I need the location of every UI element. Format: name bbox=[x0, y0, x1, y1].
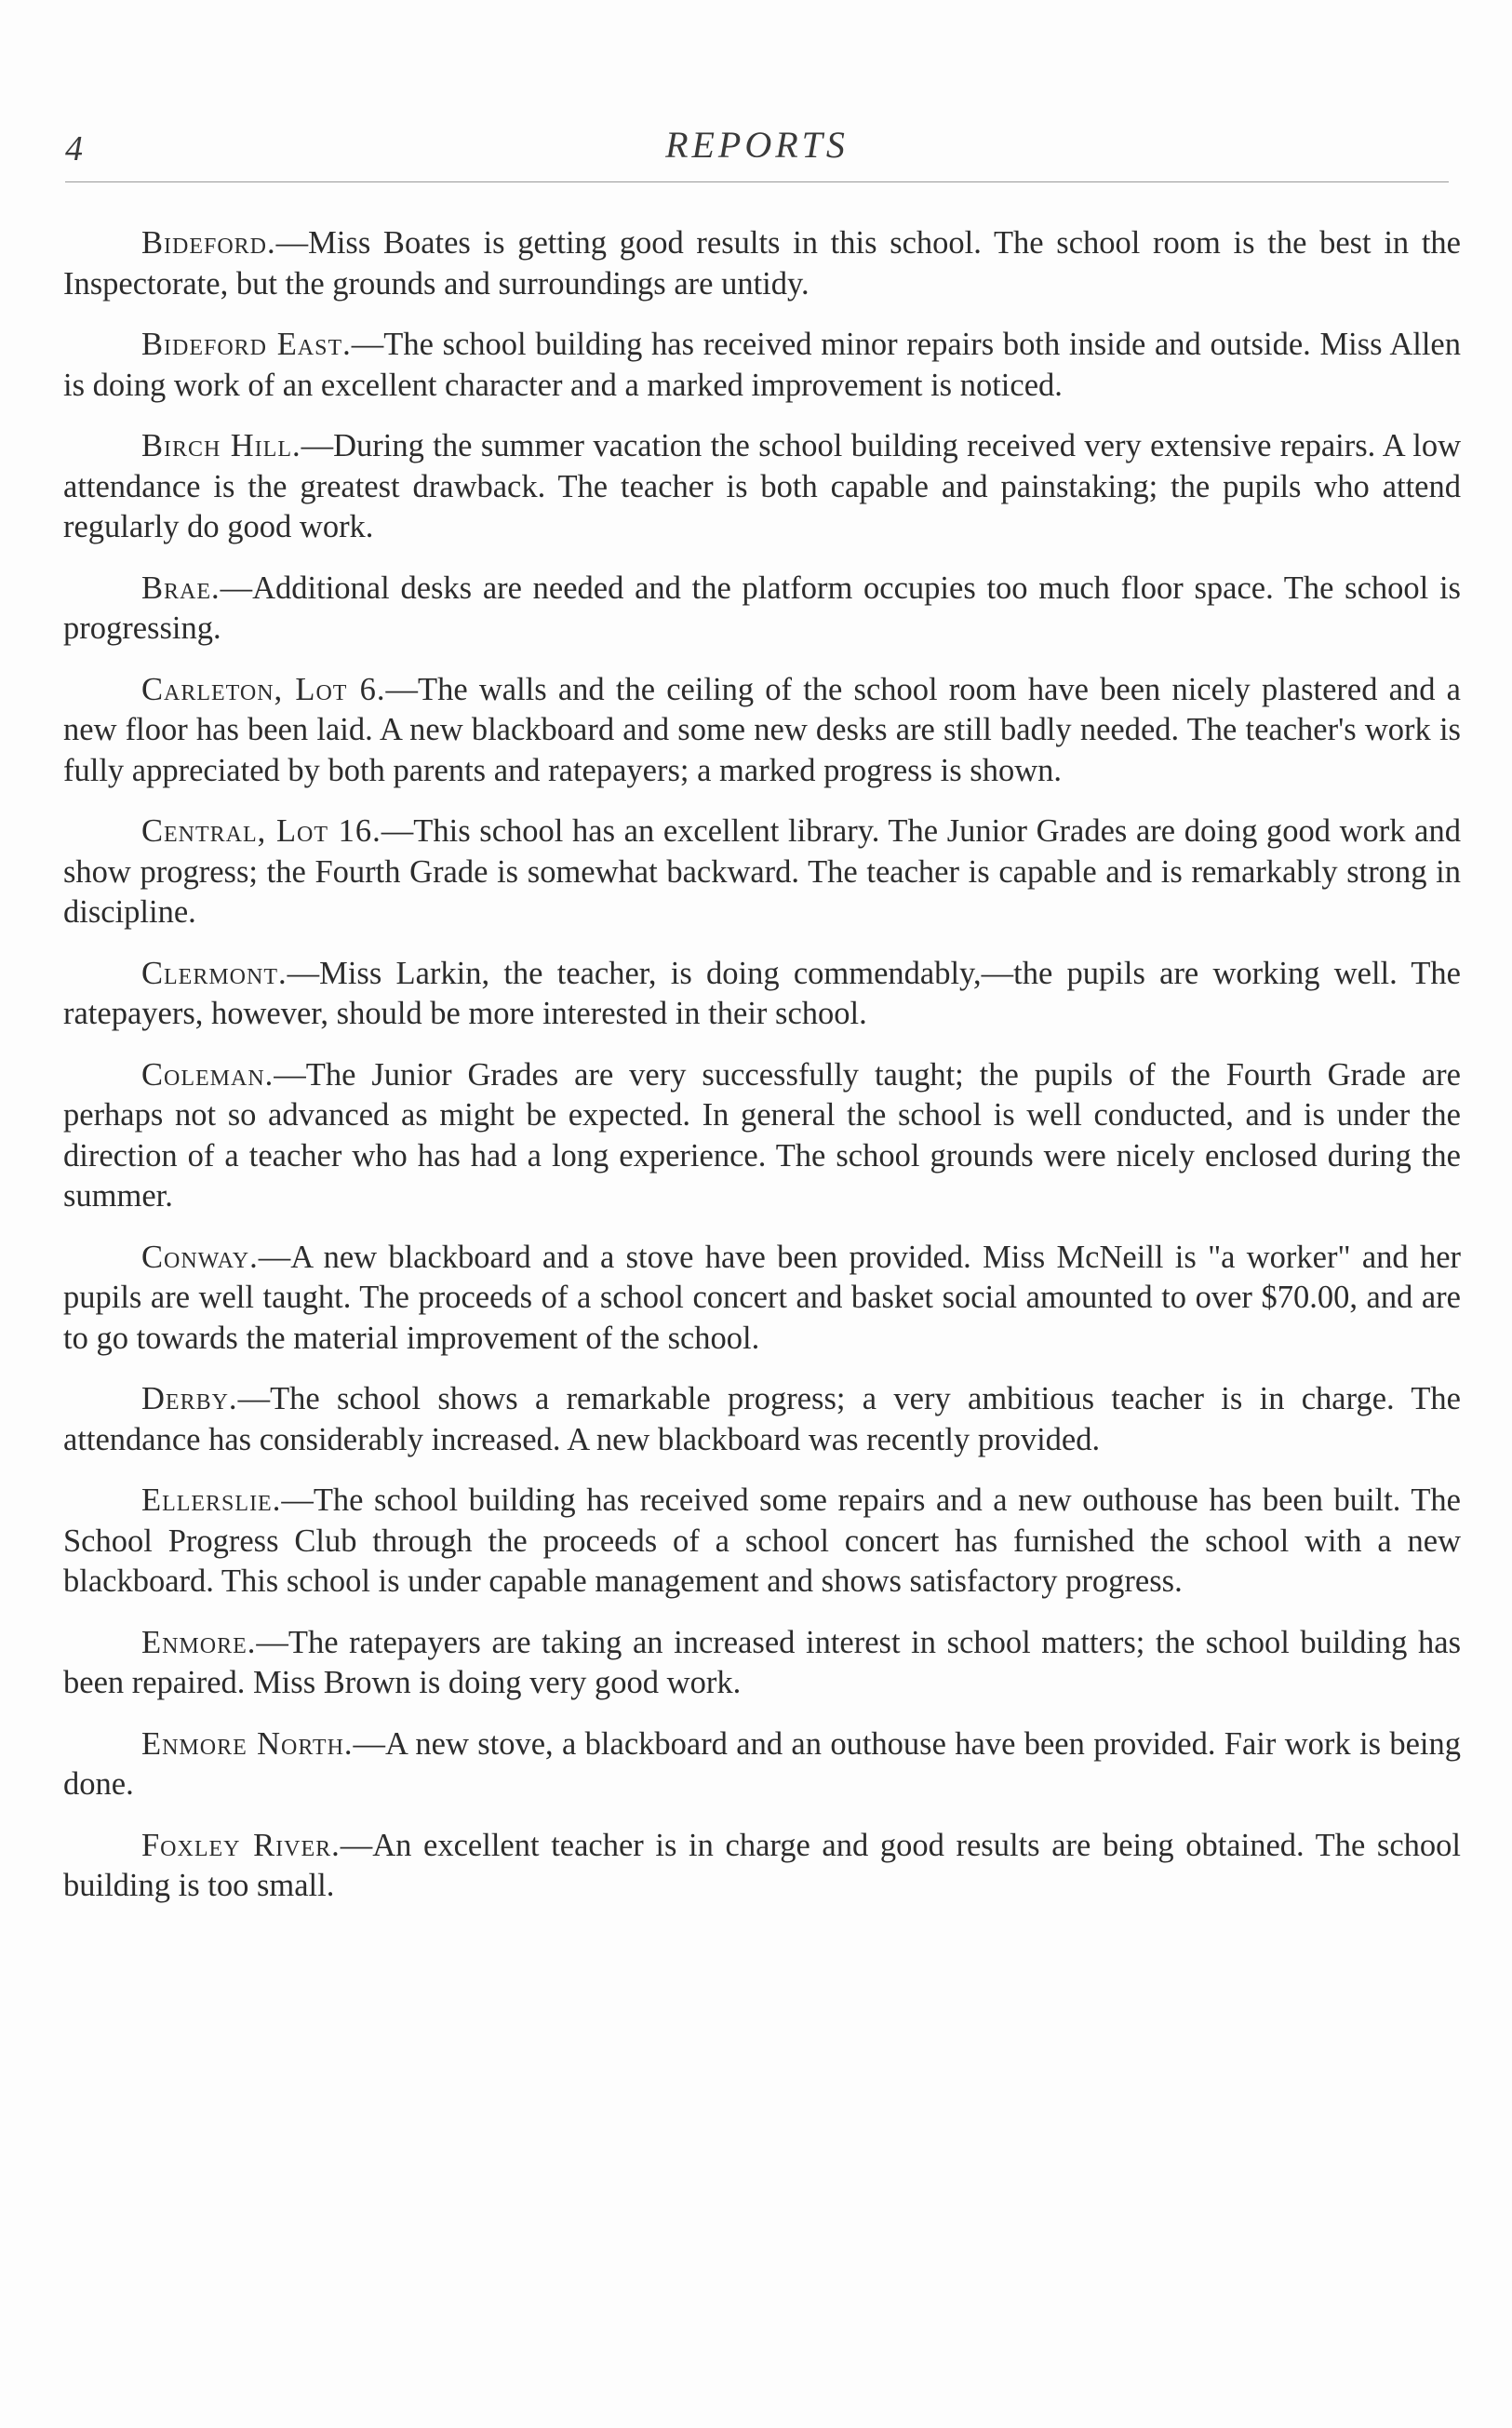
school-report-text: —The school building has received some repairs and a new outhouse has been built. The School Progress Club through the proceeds of a school concert has furnished the school with a new blackboard. This school is under capable management and shows satisfactory progress. bbox=[63, 1482, 1461, 1599]
school-report-text: —A new blackboard and a stove have been provided. Miss McNeill is "a worker" and her pupils are well taught. The proceeds of a school concert and basket social amounted to over $70.00, and are to go towards the material improvement of the school. bbox=[63, 1239, 1461, 1356]
school-name: Ellerslie. bbox=[141, 1482, 282, 1518]
school-name: Bideford East. bbox=[141, 327, 352, 362]
school-entry-brae bbox=[63, 569, 1461, 650]
school-name: Conway. bbox=[141, 1239, 259, 1275]
school-report-text: —This school has an excellent library. The Junior Grades are doing good work and show progress; the Fourth Grade is somewhat backward. The teacher is capable and is remarkably strong in discipline. bbox=[63, 813, 1461, 930]
school-name: Clermont. bbox=[141, 955, 288, 991]
school-entry-conway bbox=[63, 1238, 1461, 1360]
school-entry-ellerslie bbox=[63, 1481, 1461, 1603]
school-report-text: —The school building has received minor repairs both inside and outside. Miss Allen is doing work of an excellent character and a marked improvement is noticed. bbox=[63, 327, 1461, 403]
school-report-text: —Miss Boates is getting good results in this school. The school room is the best in the Inspectorate, but the grounds and surroundings are untidy. bbox=[63, 225, 1461, 302]
school-name: Derby. bbox=[141, 1381, 238, 1416]
school-report-text: —The walls and the ceiling of the school room have been nicely plastered and a new floor has been laid. A new blackboard and some new desks are still badly needed. The teacher's work is fully appreciated by both parents and ratepayers; a marked progress is shown. bbox=[63, 671, 1461, 788]
school-report-text: —The Junior Grades are very successfully taught; the pupils of the Fourth Grade are perhaps not so advanced as might be expected. In general the school is well conducted, and is under the direction of a teacher who has had a long experience. The school grounds were nicely enclosed during the summer. bbox=[63, 1056, 1461, 1214]
school-entry-clermont bbox=[63, 954, 1461, 1035]
running-title: REPORTS bbox=[665, 124, 849, 166]
school-entry-foxley-river bbox=[63, 1826, 1461, 1907]
school-entry-birch-hill bbox=[63, 426, 1461, 548]
page-header bbox=[65, 123, 1449, 179]
school-entry-bideford bbox=[63, 223, 1461, 304]
school-name: Enmore. bbox=[141, 1624, 257, 1660]
school-name: Bideford. bbox=[141, 225, 276, 261]
page-number: 4 bbox=[65, 129, 83, 168]
school-name: Carleton, Lot 6. bbox=[141, 671, 386, 707]
school-report-text: —During the summer vacation the school building received very extensive repairs. A low attendance is the greatest drawback. The teacher is both capable and painstaking; the pupils who attend regularly do good work. bbox=[63, 428, 1461, 544]
school-name: Coleman. bbox=[141, 1056, 274, 1093]
school-report-text: —Miss Larkin, the teacher, is doing commendably,—the pupils are working well. The ratepayers, however, should be more interested in their school. bbox=[63, 955, 1461, 1031]
school-report-text: —Additional desks are needed and the platform occupies too much floor space. The school is progressing. bbox=[63, 570, 1461, 646]
school-entry-coleman bbox=[63, 1055, 1461, 1217]
school-entry-carleton-lot-6 bbox=[63, 670, 1461, 792]
school-entry-central-lot-16 bbox=[63, 812, 1461, 933]
school-entry-bideford-east bbox=[63, 325, 1461, 406]
school-report-text: —An excellent teacher is in charge and good results are being obtained. The school building is too small. bbox=[63, 1827, 1461, 1903]
school-entry-derby bbox=[63, 1379, 1461, 1460]
school-name: Brae. bbox=[141, 570, 221, 606]
header-rule bbox=[65, 181, 1449, 182]
school-name: Enmore North. bbox=[141, 1725, 354, 1762]
report-body bbox=[63, 223, 1461, 1927]
school-entry-enmore bbox=[63, 1623, 1461, 1704]
school-name: Foxley River. bbox=[141, 1827, 341, 1863]
school-report-text: —The school shows a remarkable progress; a very ambitious teacher is in charge. The attendance has considerably increased. A new blackboard was recently provided. bbox=[63, 1381, 1461, 1457]
school-entry-enmore-north bbox=[63, 1724, 1461, 1805]
school-name: Central, Lot 16. bbox=[141, 813, 381, 849]
school-report-text: —A new stove, a blackboard and an outhouse have been provided. Fair work is being done. bbox=[63, 1725, 1461, 1802]
school-report-text: —The ratepayers are taking an increased interest in school matters; the school building has been repaired. Miss Brown is doing very good work. bbox=[63, 1624, 1461, 1700]
school-name: Birch Hill. bbox=[141, 428, 301, 463]
